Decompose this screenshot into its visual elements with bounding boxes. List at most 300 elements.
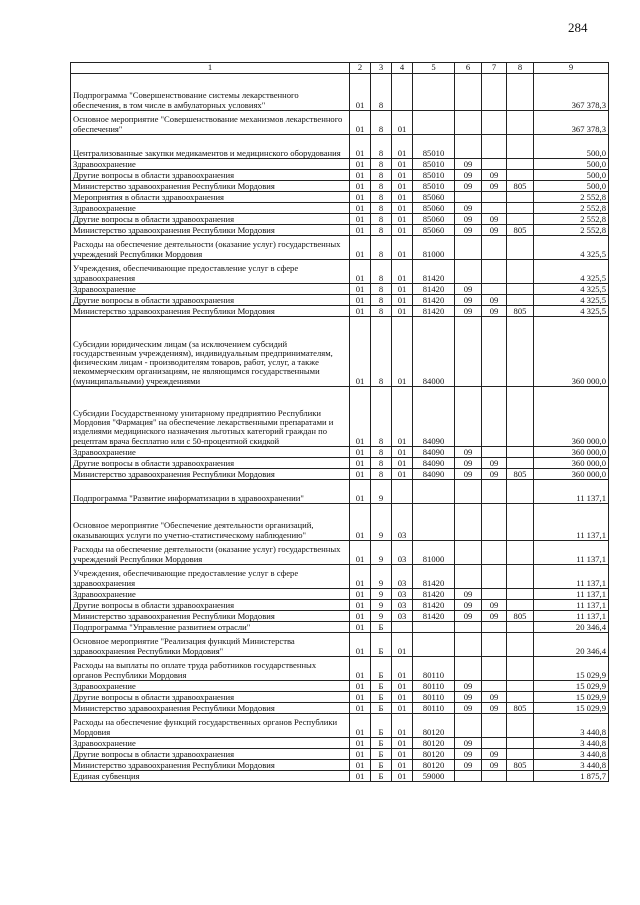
amount-cell: 3 440,8	[534, 714, 609, 738]
table-row	[71, 111, 609, 135]
code-d-cell: 85060	[413, 203, 455, 214]
amount-cell: 11 137,1	[534, 600, 609, 611]
amount-cell: 367 378,3	[534, 111, 609, 135]
amount-cell: 2 552,8	[534, 192, 609, 203]
subsection-cell	[482, 159, 507, 170]
table-row	[71, 387, 609, 447]
section-cell	[455, 260, 482, 284]
code-c-cell: 01	[392, 387, 413, 447]
code-c-cell: 01	[392, 135, 413, 159]
item-name-cell: Здравоохранение	[71, 738, 350, 749]
table-row	[71, 681, 609, 692]
code-c-cell: 01	[392, 214, 413, 225]
code-a-cell: 01	[350, 74, 371, 111]
table-row	[71, 214, 609, 225]
table-row	[71, 458, 609, 469]
section-cell: 09	[455, 295, 482, 306]
code-a-cell: 01	[350, 692, 371, 703]
table-row	[71, 541, 609, 565]
item-name-cell: Расходы на выплаты по оплате труда работников государственных органов Республики Мордовия	[71, 657, 350, 681]
code-b-cell: 8	[371, 458, 392, 469]
item-name-cell: Другие вопросы в области здравоохранения	[71, 600, 350, 611]
subsection-cell	[482, 738, 507, 749]
table-row	[71, 159, 609, 170]
ministry-cell	[507, 622, 534, 633]
item-name-cell: Основное мероприятие "Реализация функций Министерства здравоохранения Республики Мордовия"	[71, 633, 350, 657]
code-d-cell: 81000	[413, 236, 455, 260]
ministry-cell	[507, 565, 534, 589]
subsection-cell	[482, 387, 507, 447]
table-row	[71, 192, 609, 203]
item-name-cell: Единая субвенция	[71, 771, 350, 782]
ministry-cell	[507, 657, 534, 681]
item-name-cell: Здравоохранение	[71, 284, 350, 295]
amount-cell: 2 552,8	[534, 203, 609, 214]
amount-cell: 11 137,1	[534, 611, 609, 622]
section-cell	[455, 565, 482, 589]
code-d-cell: 84000	[413, 317, 455, 387]
item-name-cell: Здравоохранение	[71, 159, 350, 170]
code-a-cell: 01	[350, 480, 371, 504]
table-row	[71, 600, 609, 611]
code-d-cell	[413, 480, 455, 504]
table-row	[71, 447, 609, 458]
subsection-cell: 09	[482, 214, 507, 225]
header-cell: 9	[534, 63, 609, 74]
code-b-cell: 8	[371, 159, 392, 170]
item-name-cell: Другие вопросы в области здравоохранения	[71, 170, 350, 181]
item-name-cell: Субсидии Государственному унитарному предприятию Республики Мордовия "Фармация" на обеспечение лекарственными препаратами и изделиями медицинского назначения льготных категорий граждан по рецептам врача бесплатно или с 50-процентной скидкой	[71, 387, 350, 447]
code-a-cell: 01	[350, 225, 371, 236]
code-a-cell: 01	[350, 657, 371, 681]
code-d-cell: 85010	[413, 181, 455, 192]
subsection-cell	[482, 681, 507, 692]
section-cell	[455, 387, 482, 447]
item-name-cell: Подпрограмма "Развитие информатизации в здравоохранении"	[71, 480, 350, 504]
section-cell: 09	[455, 692, 482, 703]
ministry-cell	[507, 203, 534, 214]
code-b-cell: Б	[371, 622, 392, 633]
code-b-cell: 9	[371, 600, 392, 611]
amount-cell: 1 875,7	[534, 771, 609, 782]
code-b-cell: Б	[371, 714, 392, 738]
table-row	[71, 203, 609, 214]
code-a-cell: 01	[350, 611, 371, 622]
code-a-cell: 01	[350, 236, 371, 260]
table-row	[71, 714, 609, 738]
code-d-cell: 85010	[413, 135, 455, 159]
section-cell: 09	[455, 738, 482, 749]
table-row	[71, 306, 609, 317]
ministry-cell	[507, 480, 534, 504]
subsection-cell: 09	[482, 181, 507, 192]
code-c-cell: 01	[392, 295, 413, 306]
table-row	[71, 74, 609, 111]
subsection-cell: 09	[482, 170, 507, 181]
header-cell: 3	[371, 63, 392, 74]
header-cell: 4	[392, 63, 413, 74]
section-cell: 09	[455, 203, 482, 214]
section-cell: 09	[455, 703, 482, 714]
section-cell: 09	[455, 306, 482, 317]
amount-cell: 360 000,0	[534, 469, 609, 480]
header-cell: 2	[350, 63, 371, 74]
code-d-cell: 84090	[413, 458, 455, 469]
item-name-cell: Министерство здравоохранения Республики Мордовия	[71, 611, 350, 622]
item-name-cell: Здравоохранение	[71, 681, 350, 692]
code-d-cell: 80110	[413, 703, 455, 714]
code-d-cell	[413, 622, 455, 633]
code-c-cell: 01	[392, 657, 413, 681]
amount-cell: 4 325,5	[534, 236, 609, 260]
code-a-cell: 01	[350, 714, 371, 738]
subsection-cell	[482, 541, 507, 565]
code-d-cell: 81420	[413, 284, 455, 295]
code-a-cell: 01	[350, 284, 371, 295]
ministry-cell: 805	[507, 306, 534, 317]
code-d-cell: 85060	[413, 225, 455, 236]
code-d-cell: 84090	[413, 387, 455, 447]
amount-cell: 3 440,8	[534, 749, 609, 760]
code-d-cell: 80120	[413, 714, 455, 738]
code-b-cell: Б	[371, 681, 392, 692]
code-d-cell: 80110	[413, 657, 455, 681]
item-name-cell: Министерство здравоохранения Республики Мордовия	[71, 760, 350, 771]
code-d-cell: 85010	[413, 170, 455, 181]
code-b-cell: 8	[371, 387, 392, 447]
subsection-cell	[482, 260, 507, 284]
section-cell: 09	[455, 284, 482, 295]
section-cell	[455, 633, 482, 657]
ministry-cell: 805	[507, 703, 534, 714]
code-d-cell: 81420	[413, 565, 455, 589]
ministry-cell	[507, 170, 534, 181]
code-b-cell: Б	[371, 657, 392, 681]
ministry-cell	[507, 159, 534, 170]
code-a-cell: 01	[350, 738, 371, 749]
subsection-cell	[482, 480, 507, 504]
code-c-cell: 01	[392, 260, 413, 284]
code-c-cell: 01	[392, 236, 413, 260]
subsection-cell	[482, 589, 507, 600]
table-row	[71, 657, 609, 681]
ministry-cell	[507, 589, 534, 600]
section-cell	[455, 111, 482, 135]
code-d-cell: 81420	[413, 306, 455, 317]
subsection-cell: 09	[482, 306, 507, 317]
code-b-cell: Б	[371, 633, 392, 657]
code-a-cell: 01	[350, 565, 371, 589]
code-c-cell: 01	[392, 170, 413, 181]
table-row	[71, 622, 609, 633]
amount-cell: 3 440,8	[534, 760, 609, 771]
code-d-cell: 80120	[413, 749, 455, 760]
table-row	[71, 135, 609, 159]
code-c-cell: 01	[392, 159, 413, 170]
amount-cell: 20 346,4	[534, 633, 609, 657]
item-name-cell: Министерство здравоохранения Республики Мордовия	[71, 703, 350, 714]
section-cell: 09	[455, 458, 482, 469]
budget-table-body	[71, 63, 609, 782]
subsection-cell	[482, 657, 507, 681]
table-row	[71, 469, 609, 480]
section-cell: 09	[455, 469, 482, 480]
table-row	[71, 317, 609, 387]
item-name-cell: Учреждения, обеспечивающие предоставление услуг в сфере здравоохранения	[71, 260, 350, 284]
item-name-cell: Здравоохранение	[71, 589, 350, 600]
section-cell: 09	[455, 181, 482, 192]
ministry-cell	[507, 771, 534, 782]
table-row	[71, 260, 609, 284]
ministry-cell: 805	[507, 611, 534, 622]
table-row	[71, 749, 609, 760]
subsection-cell	[482, 74, 507, 111]
amount-cell: 360 000,0	[534, 447, 609, 458]
code-c-cell: 01	[392, 203, 413, 214]
ministry-cell	[507, 214, 534, 225]
subsection-cell: 09	[482, 703, 507, 714]
code-b-cell: 9	[371, 565, 392, 589]
ministry-cell	[507, 749, 534, 760]
code-b-cell: Б	[371, 771, 392, 782]
ministry-cell	[507, 295, 534, 306]
code-a-cell: 01	[350, 504, 371, 541]
section-cell: 09	[455, 600, 482, 611]
code-d-cell: 84090	[413, 469, 455, 480]
code-a-cell: 01	[350, 170, 371, 181]
section-cell	[455, 541, 482, 565]
ministry-cell: 805	[507, 225, 534, 236]
code-a-cell: 01	[350, 760, 371, 771]
amount-cell: 4 325,5	[534, 284, 609, 295]
header-cell: 7	[482, 63, 507, 74]
code-b-cell: 9	[371, 504, 392, 541]
subsection-cell	[482, 236, 507, 260]
table-row	[71, 771, 609, 782]
amount-cell: 11 137,1	[534, 480, 609, 504]
code-a-cell: 01	[350, 159, 371, 170]
header-cell: 5	[413, 63, 455, 74]
item-name-cell: Учреждения, обеспечивающие предоставление услуг в сфере здравоохранения	[71, 565, 350, 589]
code-a-cell: 01	[350, 589, 371, 600]
amount-cell: 15 029,9	[534, 657, 609, 681]
item-name-cell: Здравоохранение	[71, 447, 350, 458]
code-d-cell: 81420	[413, 589, 455, 600]
code-c-cell: 01	[392, 633, 413, 657]
code-c-cell: 01	[392, 749, 413, 760]
code-d-cell: 85010	[413, 159, 455, 170]
amount-cell: 20 346,4	[534, 622, 609, 633]
ministry-cell	[507, 192, 534, 203]
code-d-cell: 84090	[413, 447, 455, 458]
amount-cell: 500,0	[534, 181, 609, 192]
section-cell	[455, 236, 482, 260]
table-row	[71, 236, 609, 260]
page-number: 284	[568, 20, 588, 35]
code-c-cell: 03	[392, 600, 413, 611]
section-cell: 09	[455, 170, 482, 181]
subsection-cell: 09	[482, 600, 507, 611]
code-d-cell: 81420	[413, 611, 455, 622]
item-name-cell: Мероприятия в области здравоохранения	[71, 192, 350, 203]
section-cell	[455, 771, 482, 782]
item-name-cell: Основное мероприятие "Обеспечение деятельности организаций, оказывающих услуги по учетно-статистическому наблюдению"	[71, 504, 350, 541]
code-c-cell: 03	[392, 611, 413, 622]
code-c-cell: 01	[392, 760, 413, 771]
section-cell	[455, 317, 482, 387]
code-c-cell: 01	[392, 714, 413, 738]
ministry-cell: 805	[507, 181, 534, 192]
subsection-cell: 09	[482, 295, 507, 306]
code-d-cell	[413, 504, 455, 541]
code-c-cell: 01	[392, 692, 413, 703]
code-c-cell: 01	[392, 469, 413, 480]
code-b-cell: Б	[371, 703, 392, 714]
code-c-cell	[392, 480, 413, 504]
code-a-cell: 01	[350, 192, 371, 203]
code-b-cell: 8	[371, 225, 392, 236]
subsection-cell	[482, 714, 507, 738]
code-b-cell: Б	[371, 749, 392, 760]
code-c-cell: 01	[392, 681, 413, 692]
code-b-cell: 8	[371, 306, 392, 317]
code-b-cell: Б	[371, 738, 392, 749]
code-b-cell: 9	[371, 541, 392, 565]
amount-cell: 2 552,8	[534, 225, 609, 236]
section-cell: 09	[455, 611, 482, 622]
code-c-cell: 01	[392, 317, 413, 387]
ministry-cell	[507, 284, 534, 295]
code-c-cell	[392, 622, 413, 633]
item-name-cell: Расходы на обеспечение деятельности (оказание услуг) государственных учреждений Республики Мордовия	[71, 236, 350, 260]
code-b-cell: Б	[371, 692, 392, 703]
table-row	[71, 480, 609, 504]
amount-cell: 500,0	[534, 170, 609, 181]
code-c-cell: 01	[392, 181, 413, 192]
amount-cell: 360 000,0	[534, 387, 609, 447]
section-cell	[455, 657, 482, 681]
code-a-cell: 01	[350, 295, 371, 306]
ministry-cell	[507, 458, 534, 469]
code-b-cell: 8	[371, 214, 392, 225]
ministry-cell	[507, 387, 534, 447]
subsection-cell	[482, 504, 507, 541]
code-b-cell: 9	[371, 589, 392, 600]
subsection-cell	[482, 111, 507, 135]
section-cell	[455, 480, 482, 504]
code-b-cell: Б	[371, 760, 392, 771]
amount-cell: 367 378,3	[534, 74, 609, 111]
code-c-cell: 01	[392, 738, 413, 749]
amount-cell: 11 137,1	[534, 541, 609, 565]
section-cell: 09	[455, 225, 482, 236]
code-c-cell: 03	[392, 541, 413, 565]
subsection-cell: 09	[482, 760, 507, 771]
table-row	[71, 225, 609, 236]
section-cell	[455, 504, 482, 541]
code-c-cell: 01	[392, 771, 413, 782]
section-cell	[455, 622, 482, 633]
subsection-cell: 09	[482, 611, 507, 622]
item-name-cell: Другие вопросы в области здравоохранения	[71, 214, 350, 225]
subsection-cell	[482, 284, 507, 295]
code-c-cell: 03	[392, 565, 413, 589]
amount-cell: 15 029,9	[534, 703, 609, 714]
code-a-cell: 01	[350, 681, 371, 692]
ministry-cell	[507, 236, 534, 260]
table-row	[71, 738, 609, 749]
ministry-cell	[507, 692, 534, 703]
code-a-cell: 01	[350, 387, 371, 447]
code-b-cell: 8	[371, 74, 392, 111]
code-a-cell: 01	[350, 135, 371, 159]
item-name-cell: Подпрограмма "Управление развитием отрасли"	[71, 622, 350, 633]
code-a-cell: 01	[350, 260, 371, 284]
code-b-cell: 8	[371, 469, 392, 480]
code-a-cell: 01	[350, 600, 371, 611]
table-row	[71, 760, 609, 771]
amount-cell: 15 029,9	[534, 681, 609, 692]
amount-cell: 360 000,0	[534, 317, 609, 387]
code-c-cell: 01	[392, 703, 413, 714]
code-d-cell: 81420	[413, 295, 455, 306]
ministry-cell	[507, 447, 534, 458]
item-name-cell: Подпрограмма "Совершенствование системы лекарственного обеспечения, в том числе в амбулаторных условиях"	[71, 74, 350, 111]
ministry-cell	[507, 111, 534, 135]
header-cell: 1	[71, 63, 350, 74]
code-a-cell: 01	[350, 214, 371, 225]
ministry-cell	[507, 135, 534, 159]
subsection-cell	[482, 633, 507, 657]
section-cell: 09	[455, 749, 482, 760]
code-a-cell: 01	[350, 203, 371, 214]
section-cell: 09	[455, 681, 482, 692]
subsection-cell	[482, 135, 507, 159]
subsection-cell: 09	[482, 692, 507, 703]
ministry-cell	[507, 600, 534, 611]
section-cell: 09	[455, 760, 482, 771]
code-a-cell: 01	[350, 317, 371, 387]
code-b-cell: 8	[371, 295, 392, 306]
code-b-cell: 8	[371, 181, 392, 192]
code-c-cell: 01	[392, 225, 413, 236]
code-d-cell: 85060	[413, 192, 455, 203]
code-d-cell	[413, 111, 455, 135]
section-cell	[455, 74, 482, 111]
ministry-cell: 805	[507, 469, 534, 480]
code-c-cell: 01	[392, 306, 413, 317]
ministry-cell	[507, 738, 534, 749]
subsection-cell: 09	[482, 225, 507, 236]
section-cell: 09	[455, 447, 482, 458]
code-d-cell: 59000	[413, 771, 455, 782]
subsection-cell	[482, 447, 507, 458]
code-c-cell: 03	[392, 589, 413, 600]
item-name-cell: Министерство здравоохранения Республики Мордовия	[71, 225, 350, 236]
section-cell	[455, 192, 482, 203]
code-d-cell	[413, 633, 455, 657]
code-a-cell: 01	[350, 447, 371, 458]
amount-cell: 3 440,8	[534, 738, 609, 749]
table-row	[71, 504, 609, 541]
item-name-cell: Министерство здравоохранения Республики Мордовия	[71, 306, 350, 317]
amount-cell: 4 325,5	[534, 260, 609, 284]
code-b-cell: 8	[371, 170, 392, 181]
code-d-cell: 81420	[413, 260, 455, 284]
section-cell: 09	[455, 589, 482, 600]
amount-cell: 4 325,5	[534, 295, 609, 306]
section-cell	[455, 135, 482, 159]
